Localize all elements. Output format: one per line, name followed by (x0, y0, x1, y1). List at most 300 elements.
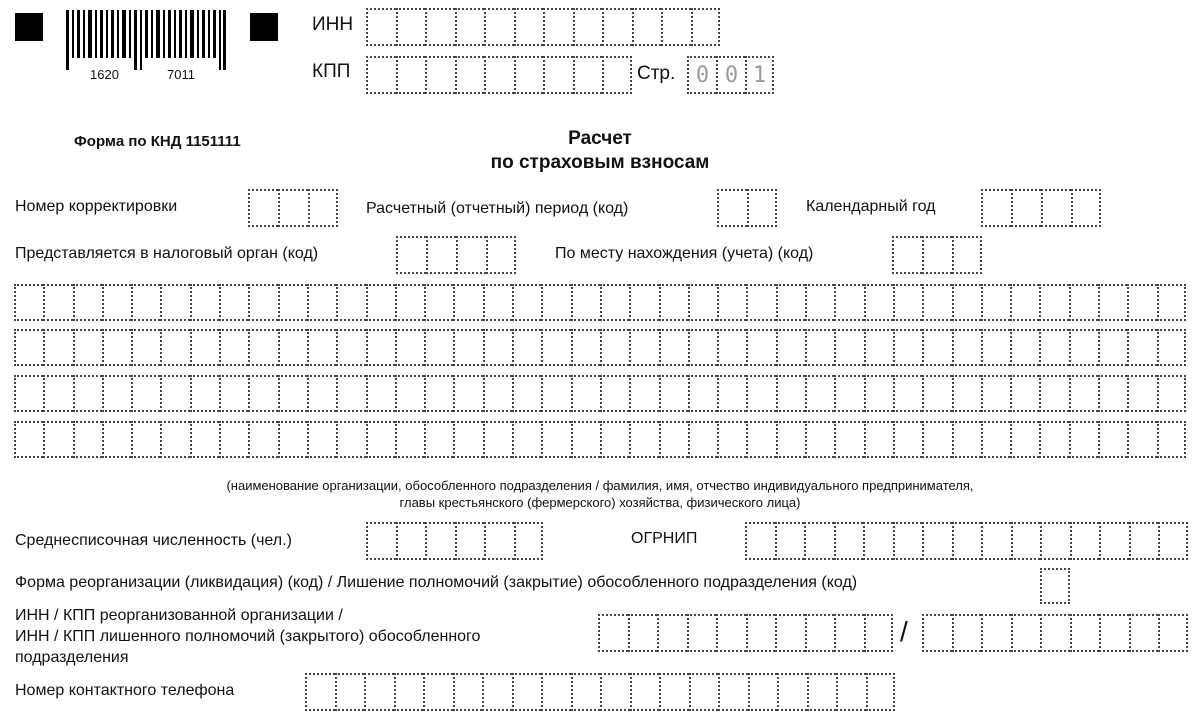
input-cell[interactable] (1157, 329, 1186, 366)
input-cell[interactable] (336, 375, 365, 412)
input-cell[interactable] (1011, 522, 1041, 560)
location-code-cells[interactable] (892, 236, 982, 274)
input-cell[interactable] (514, 56, 544, 94)
avg-headcount-label: Среднесписочная численность (чел.) (15, 532, 292, 549)
input-cell[interactable] (864, 284, 893, 321)
input-cell[interactable] (1158, 614, 1188, 652)
input-cell[interactable] (248, 189, 278, 227)
input-cell[interactable] (425, 522, 455, 560)
input-cell[interactable] (307, 329, 336, 366)
input-cell[interactable] (632, 8, 662, 46)
input-cell[interactable] (543, 56, 573, 94)
form-title-line2: по страховым взносам (490, 152, 710, 173)
input-cell[interactable] (922, 236, 952, 274)
input-cell[interactable] (952, 284, 981, 321)
input-cell[interactable] (541, 284, 570, 321)
input-cell[interactable] (190, 375, 219, 412)
input-cell[interactable] (366, 421, 395, 458)
input-cell[interactable] (688, 284, 717, 321)
input-cell[interactable] (805, 284, 834, 321)
input-cell[interactable] (307, 284, 336, 321)
input-cell[interactable] (14, 329, 43, 366)
input-cell[interactable] (512, 375, 541, 412)
input-cell[interactable] (691, 8, 721, 46)
input-cell[interactable] (424, 375, 453, 412)
inn-label: ИНН (312, 14, 354, 35)
input-cell[interactable] (394, 673, 424, 711)
input-cell[interactable] (160, 329, 189, 366)
input-cell[interactable] (366, 375, 395, 412)
input-cell[interactable] (43, 284, 72, 321)
input-cell[interactable] (600, 284, 629, 321)
input-cell[interactable] (425, 56, 455, 94)
input-cell[interactable] (718, 673, 748, 711)
input-cell[interactable] (571, 284, 600, 321)
org-name-row-2[interactable] (14, 329, 1186, 366)
slash-separator: / (900, 616, 908, 647)
input-cell[interactable] (600, 673, 630, 711)
input-cell[interactable] (659, 329, 688, 366)
input-cell[interactable] (717, 329, 746, 366)
input-cell[interactable] (102, 329, 131, 366)
org-name-row-4[interactable] (14, 421, 1186, 458)
input-cell[interactable] (1127, 284, 1156, 321)
page-label: Стр. (637, 63, 676, 84)
input-cell[interactable] (483, 329, 512, 366)
input-cell[interactable] (1129, 614, 1159, 652)
input-cell[interactable] (1069, 284, 1098, 321)
phone-label: Номер контактного телефона (15, 682, 235, 699)
input-cell[interactable] (717, 189, 747, 227)
input-cell[interactable] (892, 236, 922, 274)
input-cell[interactable] (687, 614, 717, 652)
knd-label: Форма по КНД 1151111 (74, 133, 241, 150)
input-cell[interactable] (776, 421, 805, 458)
input-cell[interactable] (278, 421, 307, 458)
input-cell[interactable] (131, 329, 160, 366)
input-cell[interactable] (541, 673, 571, 711)
input-cell[interactable] (717, 421, 746, 458)
input-cell[interactable] (688, 329, 717, 366)
input-cell[interactable] (453, 329, 482, 366)
input-cell[interactable] (893, 329, 922, 366)
input-cell[interactable] (981, 375, 1010, 412)
phone-cells[interactable] (305, 673, 895, 711)
input-cell[interactable] (657, 614, 687, 652)
input-cell[interactable] (455, 522, 485, 560)
input-cell[interactable] (571, 329, 600, 366)
input-cell[interactable] (1127, 375, 1156, 412)
input-cell[interactable] (598, 614, 628, 652)
input-cell[interactable] (776, 375, 805, 412)
input-cell[interactable] (455, 56, 485, 94)
corner-marker-left (15, 13, 43, 41)
input-cell[interactable] (630, 673, 660, 711)
input-cell[interactable] (307, 421, 336, 458)
input-cell[interactable] (514, 522, 544, 560)
input-cell[interactable] (864, 329, 893, 366)
input-cell[interactable] (981, 421, 1010, 458)
input-cell[interactable] (1040, 568, 1070, 604)
input-cell[interactable] (1069, 329, 1098, 366)
input-cell[interactable] (746, 421, 775, 458)
input-cell[interactable] (1158, 522, 1188, 560)
input-cell[interactable] (1157, 284, 1186, 321)
input-cell[interactable] (453, 673, 483, 711)
input-cell[interactable] (484, 56, 514, 94)
org-name-row-1[interactable] (14, 284, 1186, 321)
input-cell[interactable] (366, 56, 396, 94)
reorg-inn-cells[interactable] (598, 614, 893, 652)
input-cell[interactable] (484, 8, 514, 46)
input-cell[interactable] (512, 421, 541, 458)
input-cell[interactable] (1098, 284, 1127, 321)
input-cell[interactable] (981, 522, 1011, 560)
input-cell[interactable] (807, 673, 837, 711)
input-cell[interactable] (1010, 421, 1039, 458)
input-cell[interactable] (600, 329, 629, 366)
input-cell[interactable] (73, 421, 102, 458)
input-cell[interactable] (866, 673, 896, 711)
input-cell[interactable] (922, 614, 952, 652)
input-cell[interactable] (102, 375, 131, 412)
input-cell[interactable] (747, 189, 777, 227)
input-cell[interactable] (1039, 421, 1068, 458)
corner-marker-right (250, 13, 278, 41)
input-cell[interactable] (395, 421, 424, 458)
input-cell[interactable] (952, 421, 981, 458)
input-cell[interactable] (717, 284, 746, 321)
input-cell[interactable] (278, 189, 308, 227)
input-cell[interactable] (73, 284, 102, 321)
input-cell[interactable] (102, 284, 131, 321)
input-cell[interactable] (482, 673, 512, 711)
input-cell[interactable] (219, 329, 248, 366)
input-cell[interactable] (1127, 421, 1156, 458)
input-cell[interactable] (659, 421, 688, 458)
input-cell[interactable] (43, 375, 72, 412)
input-cell[interactable] (514, 8, 544, 46)
input-cell[interactable] (775, 522, 805, 560)
input-cell[interactable] (952, 614, 982, 652)
input-cell[interactable] (366, 329, 395, 366)
input-cell[interactable] (745, 522, 775, 560)
input-cell[interactable] (486, 236, 516, 274)
input-cell[interactable] (396, 8, 426, 46)
input-cell[interactable] (512, 284, 541, 321)
input-cell[interactable] (1011, 189, 1041, 227)
correction-number-cells[interactable] (248, 189, 338, 227)
input-cell[interactable] (307, 375, 336, 412)
input-cell[interactable] (863, 522, 893, 560)
input-cell[interactable] (426, 236, 456, 274)
input-cell[interactable] (661, 8, 691, 46)
input-cell[interactable] (425, 8, 455, 46)
page-digit: 0 (687, 56, 716, 94)
input-cell[interactable] (512, 329, 541, 366)
input-cell[interactable] (512, 673, 542, 711)
input-cell[interactable] (366, 8, 396, 46)
input-cell[interactable] (1039, 284, 1068, 321)
input-cell[interactable] (1098, 421, 1127, 458)
input-cell[interactable] (423, 673, 453, 711)
input-cell[interactable] (336, 284, 365, 321)
input-cell[interactable] (981, 614, 1011, 652)
input-cell[interactable] (628, 614, 658, 652)
input-cell[interactable] (396, 56, 426, 94)
input-cell[interactable] (1040, 614, 1070, 652)
input-cell[interactable] (777, 673, 807, 711)
input-cell[interactable] (543, 8, 573, 46)
input-cell[interactable] (571, 421, 600, 458)
reorg-kpp-cells[interactable] (922, 614, 1188, 652)
ogrnip-cells[interactable] (745, 522, 1188, 560)
input-cell[interactable] (836, 673, 866, 711)
period-code-label: Расчетный (отчетный) период (код) (366, 200, 629, 217)
input-cell[interactable] (453, 284, 482, 321)
avg-headcount-cells[interactable] (366, 522, 543, 560)
input-cell[interactable] (864, 375, 893, 412)
input-cell[interactable] (659, 375, 688, 412)
input-cell[interactable] (453, 421, 482, 458)
page-number-cells (687, 56, 774, 94)
input-cell[interactable] (834, 375, 863, 412)
input-cell[interactable] (1071, 189, 1101, 227)
input-cell[interactable] (952, 522, 982, 560)
input-cell[interactable] (305, 673, 335, 711)
input-cell[interactable] (629, 421, 658, 458)
input-cell[interactable] (776, 329, 805, 366)
input-cell[interactable] (160, 284, 189, 321)
input-cell[interactable] (571, 375, 600, 412)
input-cell[interactable] (629, 329, 658, 366)
input-cell[interactable] (748, 673, 778, 711)
period-code-cells[interactable] (717, 189, 777, 227)
input-cell[interactable] (746, 375, 775, 412)
input-cell[interactable] (1039, 329, 1068, 366)
input-cell[interactable] (1010, 284, 1039, 321)
location-code-label: По месту нахождения (учета) (код) (555, 245, 814, 262)
input-cell[interactable] (14, 375, 43, 412)
input-cell[interactable] (746, 614, 776, 652)
input-cell[interactable] (424, 421, 453, 458)
reorg-form-cell[interactable] (1040, 568, 1070, 604)
input-cell[interactable] (1070, 614, 1100, 652)
input-cell[interactable] (1157, 421, 1186, 458)
input-cell[interactable] (483, 284, 512, 321)
input-cell[interactable] (1070, 522, 1100, 560)
barcode-number-left: 1620 (90, 67, 119, 82)
reorg-inn-label-line2: ИНН / КПП лишенного полномочий (закрытого) обособленного (15, 628, 481, 645)
input-cell[interactable] (805, 375, 834, 412)
input-cell[interactable] (484, 522, 514, 560)
calendar-year-cells[interactable] (981, 189, 1101, 227)
form-title-line1: Расчет (568, 128, 632, 149)
input-cell[interactable] (805, 329, 834, 366)
input-cell[interactable] (776, 284, 805, 321)
org-name-caption-line2: главы крестьянского (фермерского) хозяйства, физического лица) (399, 495, 801, 510)
input-cell[interactable] (1039, 375, 1068, 412)
input-cell[interactable] (396, 236, 426, 274)
input-cell[interactable] (688, 375, 717, 412)
input-cell[interactable] (424, 329, 453, 366)
input-cell[interactable] (1041, 189, 1071, 227)
input-cell[interactable] (424, 284, 453, 321)
input-cell[interactable] (190, 421, 219, 458)
input-cell[interactable] (73, 329, 102, 366)
input-cell[interactable] (922, 522, 952, 560)
input-cell[interactable] (14, 421, 43, 458)
input-cell[interactable] (396, 522, 426, 560)
page-digit: 1 (745, 56, 774, 94)
input-cell[interactable] (541, 421, 570, 458)
input-cell[interactable] (804, 522, 834, 560)
input-cell[interactable] (483, 421, 512, 458)
input-cell[interactable] (602, 56, 632, 94)
input-cell[interactable] (278, 284, 307, 321)
input-cell[interactable] (1099, 614, 1129, 652)
input-cell[interactable] (541, 375, 570, 412)
input-cell[interactable] (366, 284, 395, 321)
input-cell[interactable] (190, 284, 219, 321)
input-cell[interactable] (278, 375, 307, 412)
input-cell[interactable] (922, 284, 951, 321)
input-cell[interactable] (395, 375, 424, 412)
reorg-form-label: Форма реорганизации (ликвидация) (код) / Лишение полномочий (закрытие) обособленного подразделения (код) (15, 574, 858, 591)
input-cell[interactable] (278, 329, 307, 366)
reorg-inn-label-line3: подразделения (15, 649, 129, 666)
input-cell[interactable] (834, 284, 863, 321)
input-cell[interactable] (364, 673, 394, 711)
input-cell[interactable] (573, 8, 603, 46)
input-cell[interactable] (456, 236, 486, 274)
input-cell[interactable] (1010, 329, 1039, 366)
input-cell[interactable] (746, 284, 775, 321)
input-cell[interactable] (248, 421, 277, 458)
input-cell[interactable] (659, 673, 689, 711)
input-cell[interactable] (602, 8, 632, 46)
input-cell[interactable] (1157, 375, 1186, 412)
input-cell[interactable] (922, 329, 951, 366)
input-cell[interactable] (248, 284, 277, 321)
input-cell[interactable] (834, 329, 863, 366)
input-cell[interactable] (805, 421, 834, 458)
input-cell[interactable] (952, 329, 981, 366)
input-cell[interactable] (1069, 421, 1098, 458)
input-cell[interactable] (1040, 522, 1070, 560)
input-cell[interactable] (160, 421, 189, 458)
input-cell[interactable] (1069, 375, 1098, 412)
input-cell[interactable] (952, 375, 981, 412)
input-cell[interactable] (335, 673, 365, 711)
input-cell[interactable] (219, 284, 248, 321)
input-cell[interactable] (308, 189, 338, 227)
input-cell[interactable] (131, 421, 160, 458)
input-cell[interactable] (600, 375, 629, 412)
input-cell[interactable] (1127, 329, 1156, 366)
input-cell[interactable] (366, 522, 396, 560)
input-cell[interactable] (893, 284, 922, 321)
input-cell[interactable] (834, 614, 864, 652)
input-cell[interactable] (893, 421, 922, 458)
input-cell[interactable] (746, 329, 775, 366)
input-cell[interactable] (73, 375, 102, 412)
input-cell[interactable] (219, 375, 248, 412)
org-name-row-3[interactable] (14, 375, 1186, 412)
input-cell[interactable] (922, 375, 951, 412)
input-cell[interactable] (629, 284, 658, 321)
input-cell[interactable] (952, 236, 982, 274)
input-cell[interactable] (395, 284, 424, 321)
input-cell[interactable] (1010, 375, 1039, 412)
input-cell[interactable] (1099, 522, 1129, 560)
input-cell[interactable] (102, 421, 131, 458)
input-cell[interactable] (629, 375, 658, 412)
input-cell[interactable] (717, 375, 746, 412)
input-cell[interactable] (160, 375, 189, 412)
kpp-cells[interactable] (366, 56, 632, 94)
input-cell[interactable] (981, 284, 1010, 321)
input-cell[interactable] (1098, 375, 1127, 412)
input-cell[interactable] (14, 284, 43, 321)
input-cell[interactable] (893, 522, 923, 560)
input-cell[interactable] (834, 421, 863, 458)
input-cell[interactable] (541, 329, 570, 366)
input-cell[interactable] (981, 189, 1011, 227)
input-cell[interactable] (483, 375, 512, 412)
input-cell[interactable] (805, 614, 835, 652)
input-cell[interactable] (893, 375, 922, 412)
input-cell[interactable] (864, 421, 893, 458)
input-cell[interactable] (248, 329, 277, 366)
input-cell[interactable] (600, 421, 629, 458)
inn-cells[interactable] (366, 8, 720, 46)
barcode (66, 10, 226, 74)
barcode-number-right: 7011 (167, 67, 195, 82)
input-cell[interactable] (219, 421, 248, 458)
input-cell[interactable] (248, 375, 277, 412)
input-cell[interactable] (43, 421, 72, 458)
page-digit: 0 (716, 56, 745, 94)
input-cell[interactable] (981, 329, 1010, 366)
input-cell[interactable] (922, 421, 951, 458)
input-cell[interactable] (834, 522, 864, 560)
input-cell[interactable] (1129, 522, 1159, 560)
input-cell[interactable] (571, 673, 601, 711)
input-cell[interactable] (573, 56, 603, 94)
input-cell[interactable] (336, 329, 365, 366)
input-cell[interactable] (689, 673, 719, 711)
input-cell[interactable] (395, 329, 424, 366)
input-cell[interactable] (1098, 329, 1127, 366)
input-cell[interactable] (336, 421, 365, 458)
input-cell[interactable] (43, 329, 72, 366)
ogrnip-label: ОГРНИП (631, 530, 698, 547)
input-cell[interactable] (864, 614, 894, 652)
input-cell[interactable] (453, 375, 482, 412)
input-cell[interactable] (131, 375, 160, 412)
tax-authority-label: Представляется в налоговый орган (код) (15, 245, 319, 262)
input-cell[interactable] (131, 284, 160, 321)
input-cell[interactable] (190, 329, 219, 366)
input-cell[interactable] (775, 614, 805, 652)
input-cell[interactable] (716, 614, 746, 652)
input-cell[interactable] (659, 284, 688, 321)
input-cell[interactable] (455, 8, 485, 46)
input-cell[interactable] (1011, 614, 1041, 652)
input-cell[interactable] (688, 421, 717, 458)
tax-authority-cells[interactable] (396, 236, 516, 274)
